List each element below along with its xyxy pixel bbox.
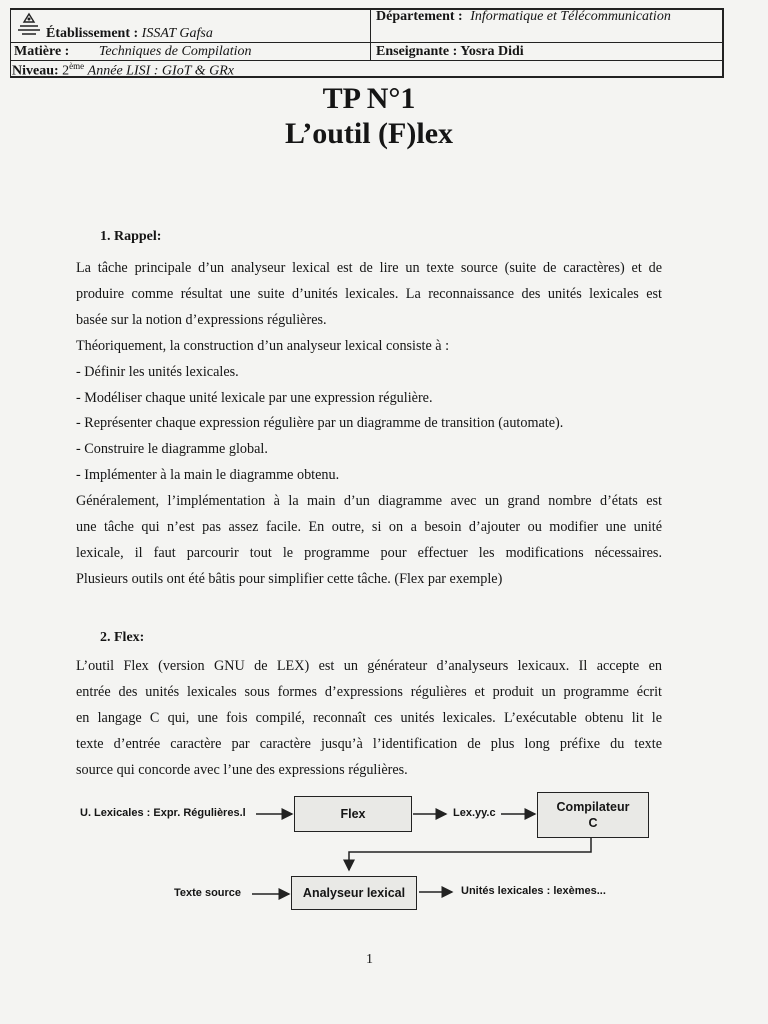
paragraph-line: Théoriquement, la construction d’un analyseur lexical consiste à : — [76, 337, 450, 354]
lexyyc-label: Lex.yy.c — [453, 807, 496, 819]
paragraph-line: Plusieurs outils ont été bâtis pour simplifier cette tâche. (Flex par exemple) — [76, 570, 503, 587]
etablissement-field — [46, 26, 213, 42]
matiere-value: Techniques de Compilation — [98, 44, 252, 59]
departement-value: Informatique et Télécommunication — [470, 9, 671, 24]
flex-box: Flex — [294, 796, 412, 832]
niveau-value: Année LISI : GIoT & GRx — [87, 63, 234, 79]
paragraph-line: Généralement, l’implémentation à la main d’un diagramme avec un grand nombre d’états est — [76, 493, 662, 510]
paragraph-line: une tâche qui n’est pas assez facile. En outre, si on a besoin d’ajouter ou modifier une unité — [76, 519, 662, 536]
paragraph-line: texte d’entrée caractère par caractère jusqu’à l’identification de plus long préfixe du texte — [76, 735, 662, 752]
diagram-output-label: Unités lexicales : lexèmes... — [461, 885, 606, 897]
section-heading-flex: 2. Flex: — [100, 630, 145, 645]
matiere-label: Matière : — [14, 44, 70, 59]
arrow-compiler-to-analyseur — [349, 837, 591, 870]
document-title: TP N°1 — [322, 82, 416, 115]
paragraph-line: La tâche principale d’un analyseur lexical est de lire un texte source (suite de caractères) et de — [76, 260, 662, 276]
document-subtitle: L’outil (F)lex — [284, 117, 454, 150]
enseignante-field — [376, 44, 524, 60]
departement-field — [376, 9, 671, 25]
matiere-field — [14, 44, 252, 60]
analyseur-box: Analyseur lexical — [291, 876, 417, 910]
section-heading-rappel: 1. Rappel: — [100, 229, 162, 244]
list-item: - Implémenter à la main le diagramme obtenu. — [76, 467, 340, 484]
section-rappel-body — [76, 256, 662, 593]
compiler-label-line2: C — [588, 816, 598, 830]
etablissement-value: ISSAT Gafsa — [141, 26, 213, 41]
niveau-field — [12, 61, 234, 80]
enseignante-label: Enseignante : Yosra Didi — [376, 44, 524, 59]
compiler-label-line1: Compilateur — [556, 800, 630, 814]
institution-logo-icon — [16, 12, 42, 36]
paragraph-line: basée sur la notion d’expressions régulières. — [76, 311, 327, 328]
etablissement-label: Établissement : — [46, 26, 139, 41]
list-item: - Construire le diagramme global. — [76, 441, 268, 458]
paragraph-line: lexicale, il faut parcourir tout le programme pour effectuer les modifications nécessaires. — [76, 544, 662, 561]
page-number: 1 — [366, 952, 373, 967]
section-flex-body — [76, 654, 662, 784]
paragraph-line: produire comme résultat une suite d’unités lexicales. La reconnaissance des unités lexicales est — [76, 285, 662, 302]
paragraph-line: source qui concorde avec l’une des expressions régulières. — [76, 761, 408, 778]
niveau-sup: ème — [69, 61, 85, 71]
list-item: - Modéliser chaque unité lexicale par une expression régulière. — [76, 389, 433, 406]
departement-label: Département : — [376, 9, 463, 24]
flex-pipeline-diagram — [0, 780, 768, 920]
paragraph-line: entrée des unités lexicales sous formes d’expressions régulières et produit un programme écrit — [76, 683, 662, 700]
niveau-num: 2 — [62, 63, 70, 79]
list-item: - Représenter chaque expression régulière par un diagramme de transition (automate). — [76, 415, 564, 432]
paragraph-line: L’outil Flex (version GNU de LEX) est un générateur d’analyseurs lexicaux. Il accepte en — [76, 658, 662, 674]
list-item: - Définir les unités lexicales. — [76, 363, 239, 380]
diagram-input-label: U. Lexicales : Expr. Régulières.l — [80, 807, 246, 819]
header-table — [10, 8, 724, 78]
compiler-box — [537, 792, 649, 838]
niveau-label: Niveau: — [12, 63, 59, 79]
texte-source-label: Texte source — [174, 887, 242, 899]
paragraph-line: en langage C qui, une fois compilé, reconnaît ces unités lexicales. L’exécutable obtenu lit le — [76, 709, 662, 726]
